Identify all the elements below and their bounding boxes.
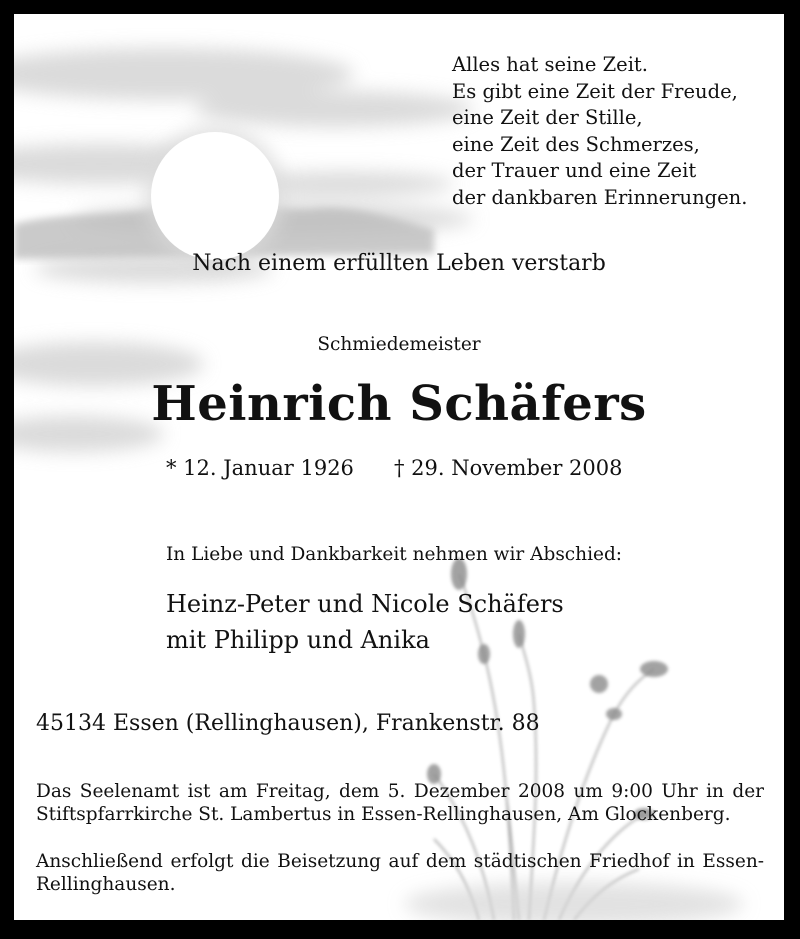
obituary-notice bbox=[14, 14, 784, 920]
birth-date: * 12. Januar 1926 bbox=[166, 456, 354, 480]
poem-line: Es gibt eine Zeit der Freude, bbox=[452, 79, 738, 103]
burial-info: Anschließend erfolgt die Beisetzung auf dem städtischen Friedhof in Essen-Rellinghausen. bbox=[36, 851, 764, 895]
family-names bbox=[166, 586, 564, 658]
poem bbox=[452, 52, 747, 211]
poem-line: Alles hat seine Zeit. bbox=[452, 53, 648, 76]
occupation: Schmiedemeister bbox=[317, 334, 481, 355]
deceased-name: Heinrich Schäfers bbox=[151, 376, 647, 432]
family-line: Heinz-Peter und Nicole Schäfers bbox=[166, 590, 564, 618]
poem-line: eine Zeit des Schmerzes, bbox=[452, 132, 700, 156]
intro-text: Nach einem erfüllten Leben verstarb bbox=[192, 251, 606, 276]
service-info: Das Seelenamt ist am Freitag, dem 5. Dezember 2008 um 9:00 Uhr in der Stiftspfarrkirche St. Lambertus in Essen-Rellinghausen, Am Glockenberg. bbox=[36, 781, 764, 825]
farewell-text: In Liebe und Dankbarkeit nehmen wir Abschied: bbox=[166, 544, 623, 565]
death-date: † 29. November 2008 bbox=[394, 456, 623, 480]
poem-line: der dankbaren Erinnerungen. bbox=[452, 185, 748, 209]
family-line: mit Philipp und Anika bbox=[166, 626, 430, 654]
address: 45134 Essen (Rellinghausen), Frankenstr. 88 bbox=[36, 711, 540, 736]
poem-line: eine Zeit der Stille, bbox=[452, 106, 643, 129]
sun-icon bbox=[145, 126, 285, 266]
poem-line: der Trauer und eine Zeit bbox=[452, 159, 697, 182]
